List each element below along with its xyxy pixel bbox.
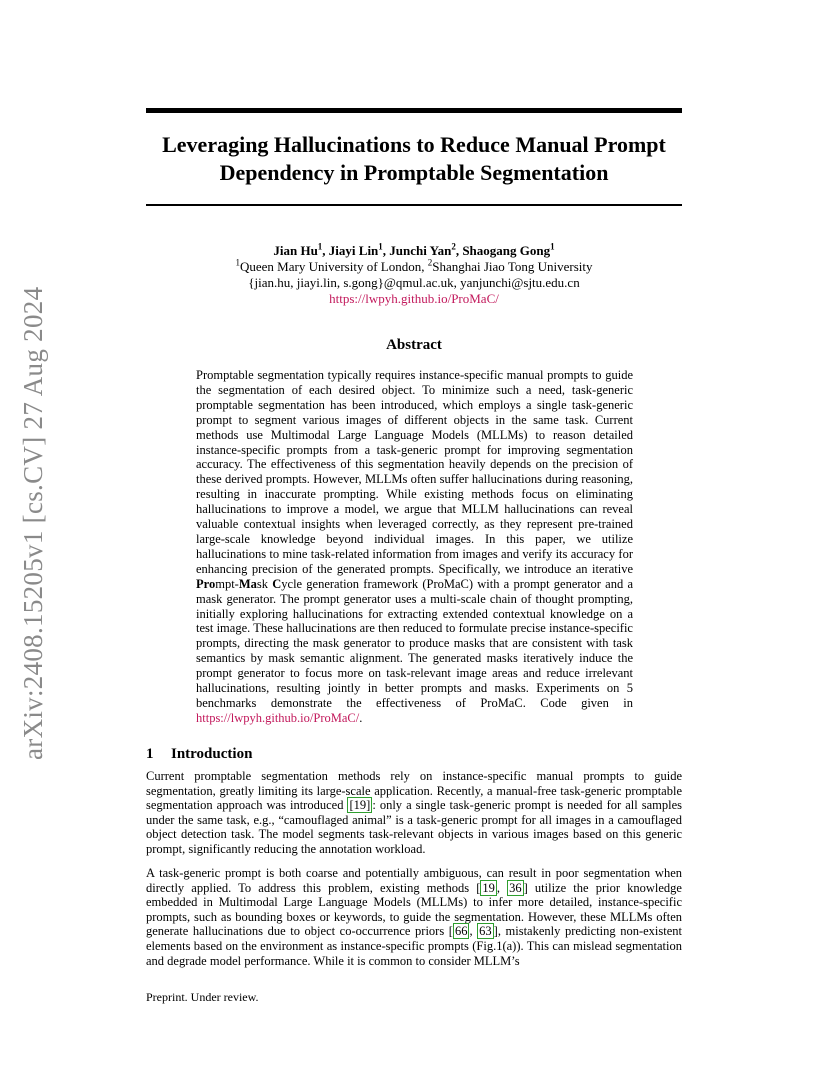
section-heading-introduction bbox=[146, 746, 252, 763]
intro-text: A task-generic prompt is both coarse and potentially ambiguous, can result in poor segmentation when directly applied. To address this problem, existing methods [ bbox=[146, 866, 682, 895]
citation-link[interactable]: 36 bbox=[509, 880, 522, 895]
authors-block bbox=[146, 243, 682, 307]
intro-text: ] utilize the prior knowledge embedded in Multimodal Large Language Models (MLLMs) to infer more detailed, instance-specific prompts, such as bounding boxes or keywords, to guide the segmentation. However, these MLLMs often generate hallucinations due to object co-occurrence priors [ bbox=[146, 880, 682, 939]
affiliation-marker: 1 bbox=[378, 241, 383, 252]
intro-text: Current promptable segmentation methods rely on instance-specific manual prompts to guide segmentation, greatly limiting its large-scale application. Recently, a manual-free task-generic promptable segmentation approach was introduced bbox=[146, 769, 682, 813]
author-name: Jiayi Lin bbox=[328, 243, 379, 258]
affiliation-2: Shanghai Jiao Tong University bbox=[432, 259, 593, 274]
abstract-bold: C bbox=[272, 576, 282, 591]
footer-note: Preprint. Under review. bbox=[146, 990, 259, 1004]
affiliation-marker: 2 bbox=[451, 241, 456, 252]
intro-paragraph-2 bbox=[146, 866, 682, 968]
abstract-text: . bbox=[359, 710, 363, 725]
author-emails: {jian.hu, jiayi.lin, s.gong}@qmul.ac.uk, yanjunchi@sjtu.edu.cn bbox=[248, 275, 580, 290]
affiliations bbox=[146, 259, 682, 275]
abstract-bold: Ma bbox=[238, 576, 257, 591]
author-name: Junchi Yan bbox=[389, 243, 452, 258]
affiliation-marker: 2 bbox=[427, 257, 433, 268]
affiliation-marker: 1 bbox=[235, 257, 240, 268]
abstract-bold: Pro bbox=[196, 576, 216, 591]
affiliation-marker: 1 bbox=[550, 241, 555, 252]
code-link[interactable]: https://lwpyh.github.io/ProMaC/ bbox=[196, 710, 360, 725]
citation-link[interactable]: 19 bbox=[482, 880, 495, 895]
abstract-text: mpt- bbox=[215, 576, 239, 591]
title-rule-top bbox=[146, 108, 682, 113]
intro-text: ], mistakenly predicting non-existent elements based on the environment as instance-specific prompts (Fig.1(a)). This can mislead segmentation and degrade model performance. While it is common to consider MLLM’s bbox=[146, 924, 683, 968]
author-name: Jian Hu bbox=[273, 243, 318, 258]
abstract-text: ycle generation framework (ProMaC) with a prompt generator and a mask generator. The prompt generator uses a multi-scale chain of thought prompting, initially exploring hallucinations for extracting extended contextual knowledge on a test image. These hallucinations are then reduced to formulate precise instance-specific prompts, directing the mask generator to produce masks that are consistent with task semantics by mask semantic alignment. The generated masks iteratively induce the prompt generator to focus more on task-relevant image areas and reduce irrelevant hallucinations, resulting jointly in better prompts and masks. Experiments on 5 benchmarks demonstrate the effectiveness of ProMaC. Code given in bbox=[196, 576, 633, 710]
intro-text: , bbox=[496, 880, 508, 895]
citation-link[interactable]: 63 bbox=[479, 924, 492, 939]
author-name: Shaogang Gong bbox=[462, 243, 551, 258]
author-names: Jian Hu$^1$, Jiayi Lin$^1$, Junchi Yan$^2$, Shaogang Gong$^1$ bbox=[273, 241, 555, 258]
project-link[interactable]: https://lwpyh.github.io/ProMaC/ bbox=[329, 291, 499, 306]
section-number: 1 bbox=[146, 746, 154, 762]
citation-link[interactable]: 66 bbox=[454, 924, 468, 939]
citation-link[interactable]: [19] bbox=[349, 798, 371, 813]
affiliation-marker: 1 bbox=[317, 241, 323, 252]
abstract-text: Promptable segmentation typically requires instance-specific manual prompts to guide the segmentation of each desired object. To minimize such a need, task-generic promptable segmentation has been introduced, which employs a single task-generic prompt to segment various images of different objects in the same task. Current methods use Multimodal Large Language Models (MLLMs) to reason detailed instance-specific prompts from a task-generic prompt for improving segmentation accuracy. The effectiveness of this segmentation heavily depends on the precision of these derived prompts. However, MLLMs often suffer hallucinations during reasoning, resulting in inaccurate prompting. While existing methods focus on eliminating hallucinations to improve a model, we argue that MLLM hallucinations can reveal valuable contextual insights when leveraged correctly, as they represent pre-trained large-scale knowledge beyond individual images. In this paper, we utilize hallucinations to mine task-related information from images and verify its accuracy for enhancing precision of the generated prompts. Specifically, we introduce an iterative bbox=[196, 368, 633, 576]
intro-text: , bbox=[469, 924, 478, 939]
abstract-heading: Abstract bbox=[386, 337, 442, 353]
intro-text: : only a single task-generic prompt is needed for all samples under the same task, e.g., “camouflaged animal” is a task-generic prompt for all images in a camouflaged object detection task. The model segments task-relevant objects in various images based on this generic prompt, significantly reducing the annotation workload. bbox=[146, 798, 682, 856]
abstract-text: sk bbox=[256, 576, 273, 591]
paper-title: Leveraging Hallucinations to Reduce Manual Prompt Dependency in Promptable Segmentation bbox=[162, 132, 666, 185]
affiliation-1: Queen Mary University of London, bbox=[239, 259, 428, 274]
intro-paragraph-1 bbox=[146, 769, 682, 857]
section-title: Introduction bbox=[171, 746, 253, 762]
title-rule-bottom bbox=[146, 204, 682, 206]
abstract-body bbox=[196, 368, 633, 726]
arxiv-identifier: arXiv:2408.15205v1 [cs.CV] 27 Aug 2024 bbox=[18, 286, 48, 760]
